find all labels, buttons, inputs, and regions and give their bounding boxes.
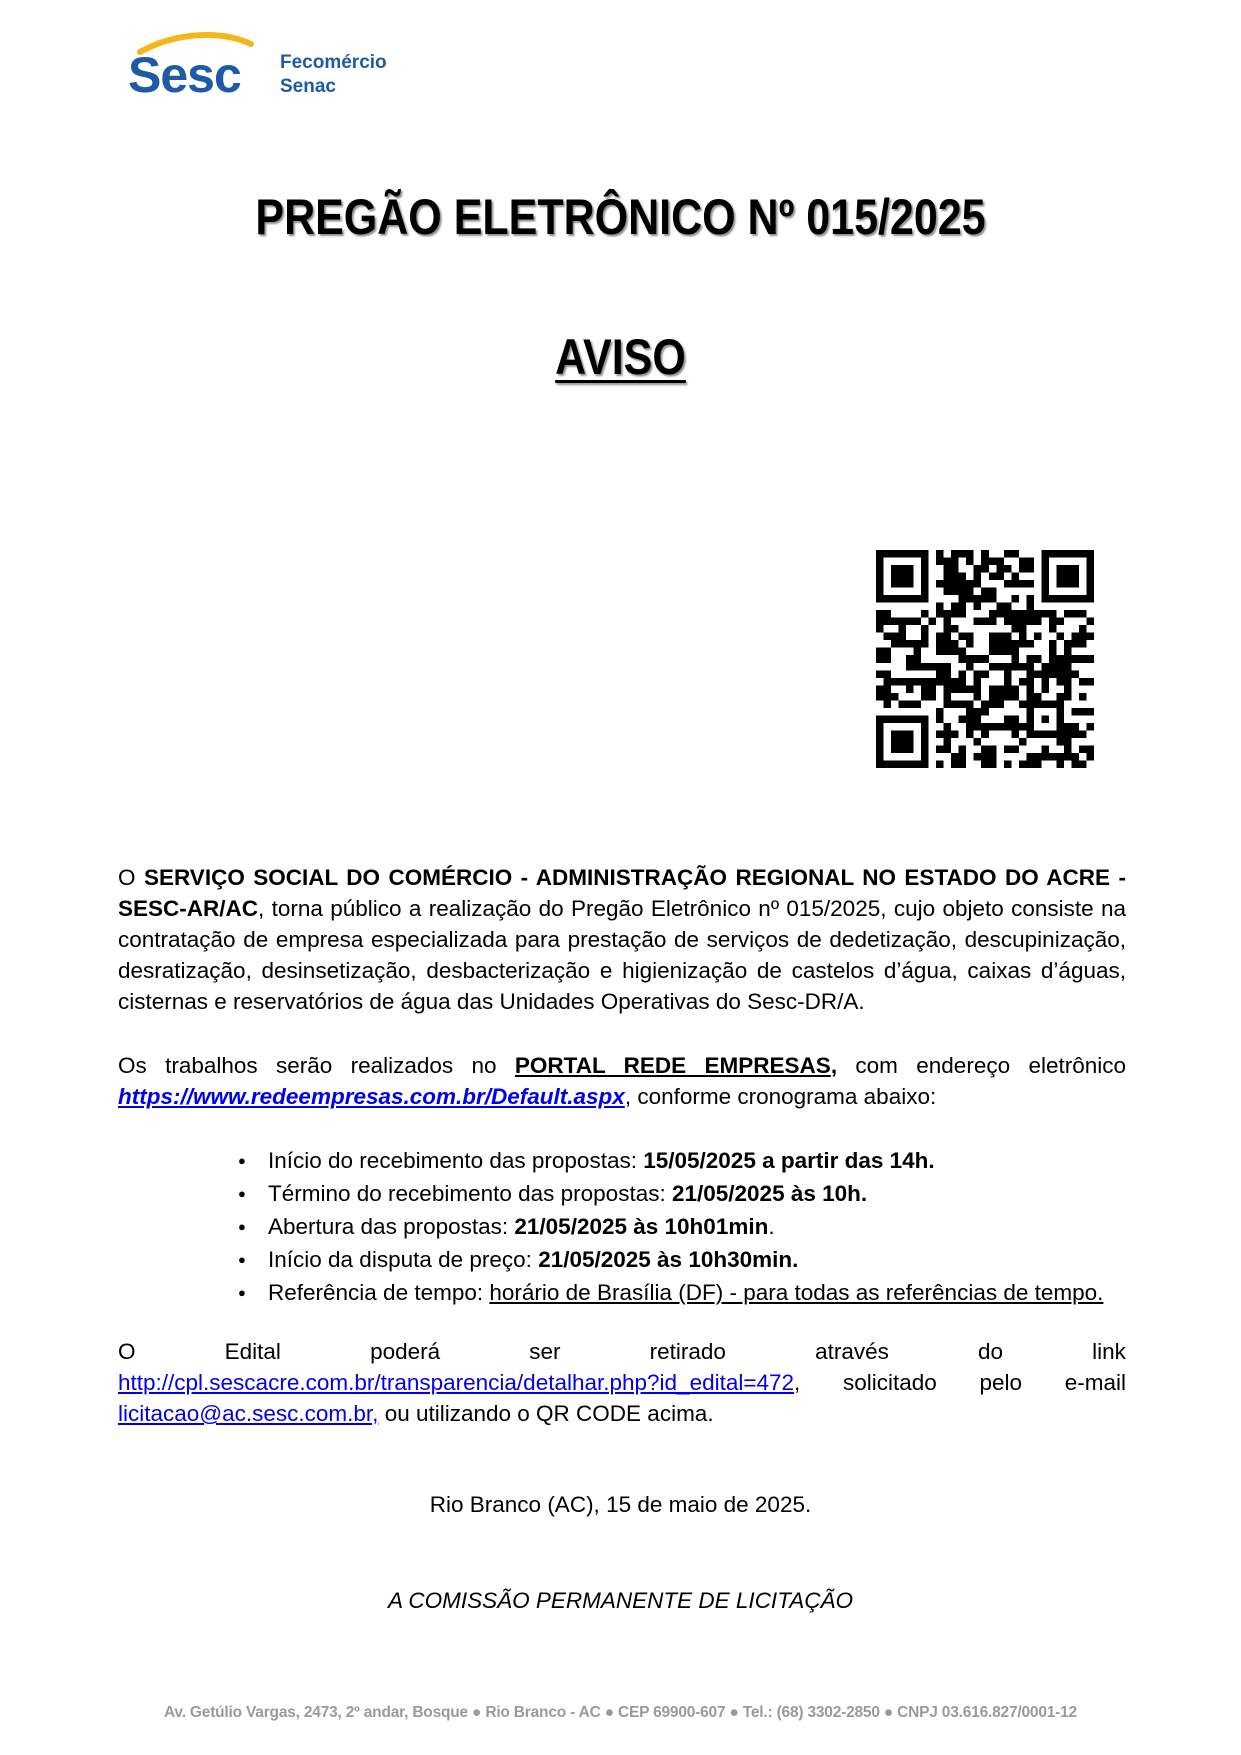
intro-text: , torna público a realização do Pregão Eletrônico nº 015/2025, cujo objeto consiste na contratação de empresa especializada para prestação de serviços de dedetização, descupinização, desratização, desinsetização, desbacterização e higienização de castelos d’água, caixas d’águas, cisternas e reservatórios de água das Unidades Operativas do Sesc-DR/A. [118, 896, 1126, 1014]
qr-code-icon[interactable] [876, 550, 1094, 768]
email-link[interactable]: licitacao@ac.sesc.com.br, [118, 1401, 379, 1426]
portal-name: PORTAL REDE EMPRESAS [514, 1053, 831, 1078]
portal-comma: , [830, 1053, 838, 1078]
edital-line-3 [118, 1398, 1126, 1429]
edital-word: retirado [649, 1339, 726, 1364]
schedule-label: Referência de tempo: [268, 1280, 490, 1305]
schedule-value: 21/05/2025 às 10h. [671, 1181, 868, 1206]
schedule-label: Início do recebimento das propostas: [268, 1148, 644, 1173]
schedule-tail: . [768, 1214, 775, 1239]
edital-word: e-mail [1064, 1370, 1126, 1395]
edital-word: do [977, 1339, 1004, 1364]
sesc-logo [126, 30, 416, 100]
schedule-value: 15/05/2025 a partir das 14h. [643, 1148, 935, 1173]
schedule-label: Término do recebimento das propostas: [268, 1181, 672, 1206]
intro-lead: O [118, 865, 144, 890]
schedule-label: Abertura das propostas: [268, 1214, 515, 1239]
edital-word: Edital [224, 1339, 281, 1364]
edital-tail: ou utilizando o QR CODE acima. [378, 1401, 714, 1426]
signature: A COMISSÃO PERMANENTE DE LICITAÇÃO [387, 1588, 854, 1613]
portal-tail: , conforme cronograma abaixo: [624, 1084, 937, 1109]
footer-address: Av. Getúlio Vargas, 2473, 2º andar, Bosque ● Rio Branco - AC ● CEP 69900-607 ● Tel.: (68) 3302-2850 ● CNPJ 03.616.827/0001-12 [164, 1704, 1077, 1721]
edital-comma: , [794, 1370, 801, 1395]
list-item [238, 1276, 1138, 1309]
schedule-list [238, 1144, 1138, 1309]
intro-organization: SERVIÇO SOCIAL DO COMÉRCIO - ADMINISTRAÇÃO REGIONAL NO ESTADO DO ACRE - SESC-AR/AC [118, 865, 1126, 921]
edital-word: link [1092, 1339, 1126, 1364]
schedule-value: 21/05/2025 às 10h01min [514, 1214, 769, 1239]
edital-word: ser [529, 1339, 561, 1364]
logo-line1: Fecomércio [280, 52, 387, 73]
edital-word: pelo [979, 1370, 1023, 1395]
intro-paragraph [118, 862, 1126, 1017]
document-subtitle [87, 328, 1154, 386]
schedule-label: Início da disputa de preço: [268, 1247, 539, 1272]
list-item [238, 1177, 1138, 1210]
edital-word: solicitado [843, 1370, 937, 1395]
edital-word: O [118, 1339, 136, 1364]
subtitle-text: AVISO [555, 329, 686, 385]
schedule-value: 21/05/2025 às 10h30min. [538, 1247, 799, 1272]
edital-line-2 [118, 1367, 1126, 1398]
portal-mid: com endereço eletrônico [837, 1053, 1126, 1078]
edital-paragraph [118, 1336, 1126, 1429]
edital-word: poderá [370, 1339, 441, 1364]
edital-word: através [815, 1339, 889, 1364]
city-date: Rio Branco (AC), 15 de maio de 2025. [429, 1492, 812, 1517]
edital-link[interactable]: http://cpl.sescacre.com.br/transparencia/detalhar.php?id_edital=472 [118, 1370, 795, 1395]
portal-lead: Os trabalhos serão realizados no [118, 1053, 515, 1078]
logo-brand: Sesc [128, 47, 241, 100]
portal-link[interactable]: https://www.redeempresas.com.br/Default.aspx [118, 1084, 625, 1109]
edital-link-wrap [118, 1367, 800, 1398]
edital-line-1 [118, 1336, 1126, 1367]
document-title: PREGÃO ELETRÔNICO Nº 015/2025 [255, 189, 986, 245]
schedule-value: horário de Brasília (DF) - para todas as referências de tempo. [489, 1280, 1104, 1305]
list-item [238, 1144, 1138, 1177]
portal-paragraph [118, 1050, 1126, 1112]
logo-line2: Senac [280, 76, 336, 97]
list-item [238, 1210, 1138, 1243]
list-item [238, 1243, 1138, 1276]
